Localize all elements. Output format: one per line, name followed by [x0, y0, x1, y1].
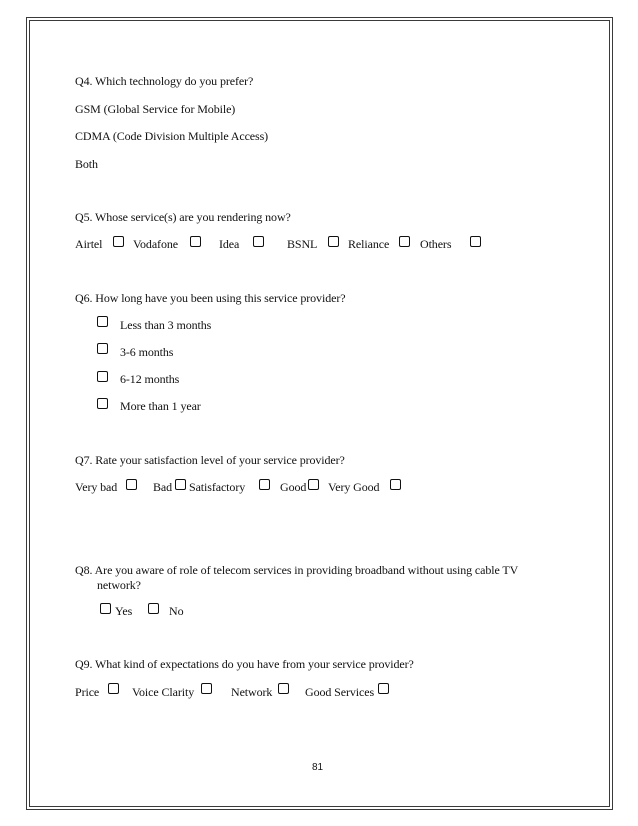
q5-label-others: Others — [420, 237, 452, 251]
q7-label-satisfactory: Satisfactory — [189, 480, 246, 494]
q8-label-yes: Yes — [115, 604, 133, 618]
q9-checkbox-voice-clarity[interactable] — [201, 683, 212, 694]
q8-checkbox-no[interactable] — [148, 603, 159, 614]
q4-option-cdma: CDMA (Code Division Multiple Access) — [75, 129, 269, 143]
q4-option-gsm: GSM (Global Service for Mobile) — [75, 102, 236, 116]
q8-question-line1: Q8. Are you aware of role of telecom services in providing broadband without using cable TV — [75, 563, 519, 577]
q6-label-less-than-3-months: Less than 3 months — [120, 318, 212, 332]
q7-checkbox-bad[interactable] — [175, 479, 186, 490]
q6-checkbox-more-than-1-year[interactable] — [97, 398, 108, 409]
q8-question-line2: network? — [97, 578, 141, 592]
q6-question: Q6. How long have you been using this service provider? — [75, 291, 346, 305]
q5-label-reliance: Reliance — [348, 237, 390, 251]
q9-label-network: Network — [231, 685, 273, 699]
q9-label-good-services: Good Services — [305, 685, 375, 699]
q6-checkbox-less-than-3-months[interactable] — [97, 316, 108, 327]
q5-checkbox-idea[interactable] — [253, 236, 264, 247]
page-number: 81 — [312, 762, 324, 773]
q7-label-good: Good — [280, 480, 307, 494]
q5-label-bsnl: BSNL — [287, 237, 318, 251]
q7-label-very-good: Very Good — [328, 480, 380, 494]
q5-checkbox-airtel[interactable] — [113, 236, 124, 247]
q6-label-3-6-months: 3-6 months — [120, 345, 174, 359]
q4-question: Q4. Which technology do you prefer? — [75, 74, 254, 88]
q5-question: Q5. Whose service(s) are you rendering now? — [75, 210, 291, 224]
q9-label-price: Price — [75, 685, 100, 699]
q7-checkbox-good[interactable] — [308, 479, 319, 490]
q7-label-bad: Bad — [153, 480, 173, 494]
q9-checkbox-good-services[interactable] — [378, 683, 389, 694]
q5-label-airtel: Airtel — [75, 237, 103, 251]
q6-checkbox-3-6-months[interactable] — [97, 343, 108, 354]
q7-checkbox-very-bad[interactable] — [126, 479, 137, 490]
q5-checkbox-others[interactable] — [470, 236, 481, 247]
q6-label-more-than-1-year: More than 1 year — [120, 399, 201, 413]
q5-label-vodafone: Vodafone — [133, 237, 178, 251]
q5-checkbox-vodafone[interactable] — [190, 236, 201, 247]
q4-option-both: Both — [75, 157, 98, 171]
q8-checkbox-yes[interactable] — [100, 603, 111, 614]
q7-question: Q7. Rate your satisfaction level of your service provider? — [75, 453, 345, 467]
q9-question: Q9. What kind of expectations do you have from your service provider? — [75, 657, 414, 671]
q6-checkbox-6-12-months[interactable] — [97, 371, 108, 382]
q9-checkbox-price[interactable] — [108, 683, 119, 694]
q9-checkbox-network[interactable] — [278, 683, 289, 694]
q9-label-voice-clarity: Voice Clarity — [132, 685, 195, 699]
q7-checkbox-very-good[interactable] — [390, 479, 401, 490]
q5-checkbox-bsnl[interactable] — [328, 236, 339, 247]
q7-label-very-bad: Very bad — [75, 480, 118, 494]
q5-label-idea: Idea — [219, 237, 240, 251]
q6-label-6-12-months: 6-12 months — [120, 372, 180, 386]
q5-checkbox-reliance[interactable] — [399, 236, 410, 247]
q8-label-no: No — [169, 604, 184, 618]
q7-checkbox-satisfactory[interactable] — [259, 479, 270, 490]
